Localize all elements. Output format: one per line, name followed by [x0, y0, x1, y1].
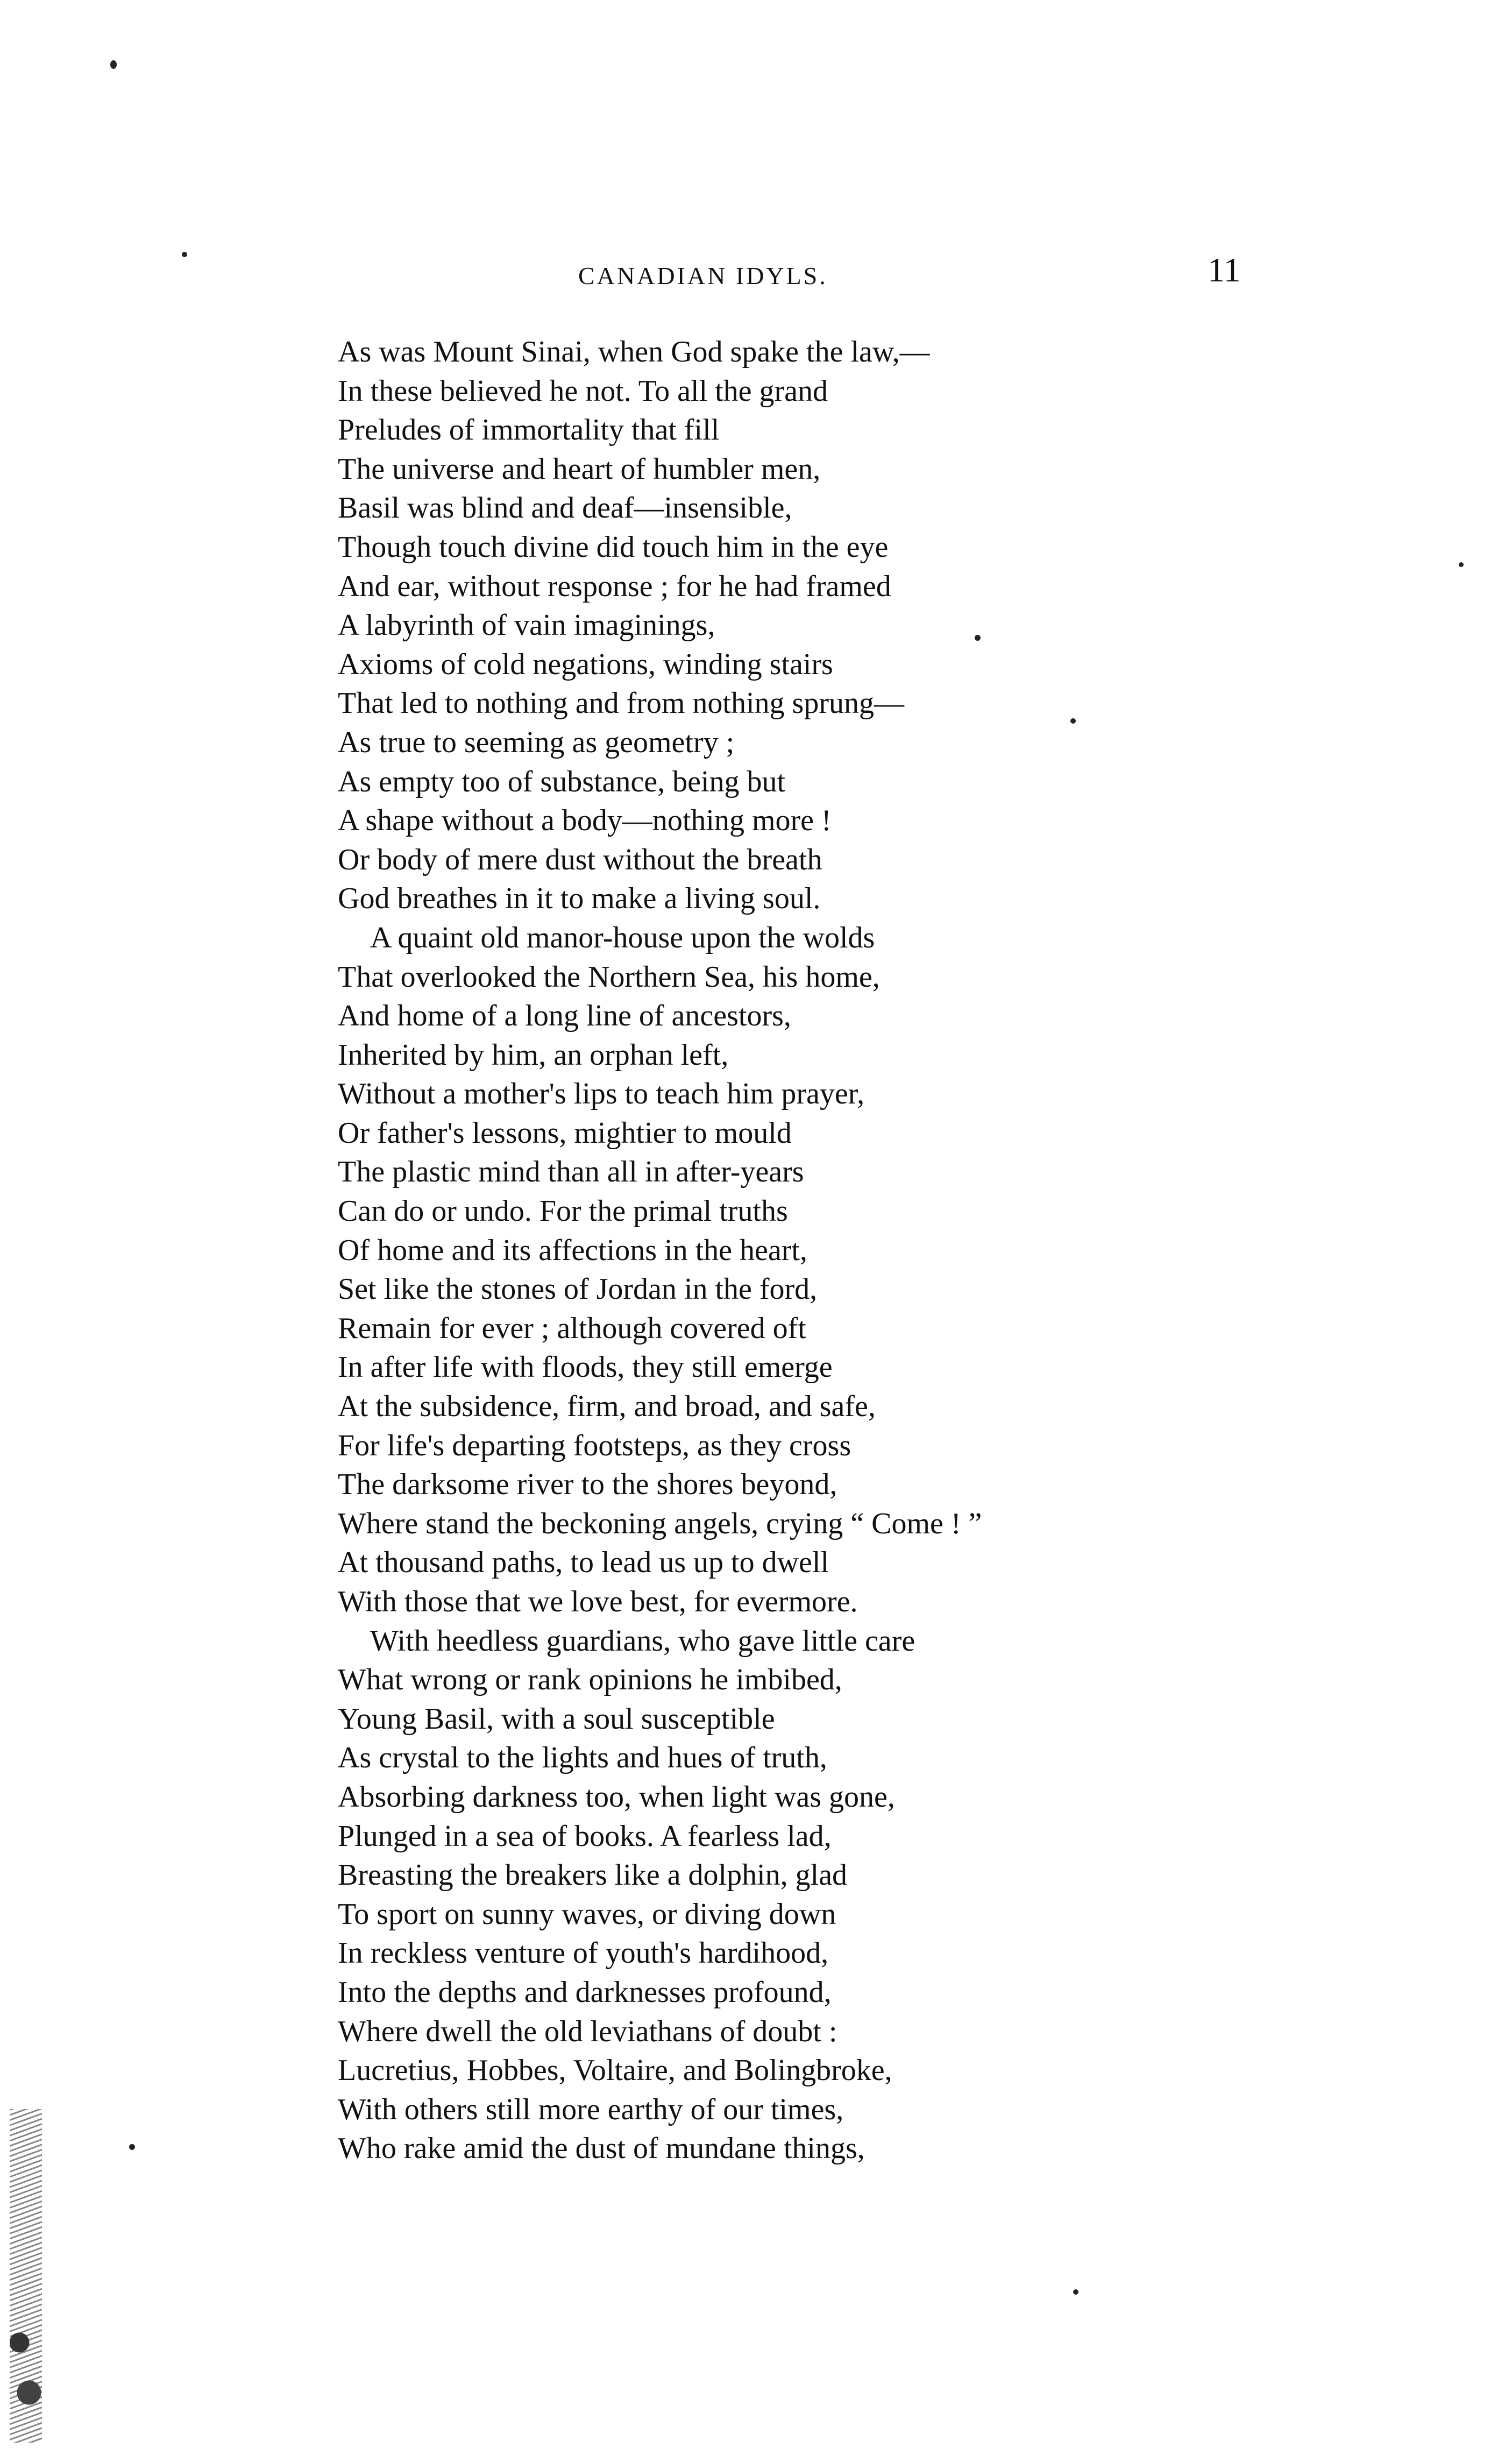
- scan-speck: [975, 635, 981, 641]
- poem-line: Axioms of cold negations, winding stairs: [338, 647, 833, 681]
- poem-line: And home of a long line of ancestors,: [338, 999, 791, 1033]
- poem-line: Absorbing darkness too, when light was gone,: [338, 1780, 895, 1814]
- poem-line: With others still more earthy of our times,: [338, 2092, 844, 2126]
- poem-text: [338, 332, 1198, 2168]
- running-head: CANADIAN IDYLS.: [578, 262, 828, 289]
- poem-line: Plunged in a sea of books. A fearless lad,: [338, 1819, 832, 1853]
- poem-line: For life's departing footsteps, as they cross: [338, 1428, 851, 1462]
- scan-speck: [182, 252, 187, 257]
- poem-line: Set like the stones of Jordan in the ford,: [338, 1272, 818, 1306]
- poem-line: As empty too of substance, being but: [338, 765, 786, 798]
- poem-line: Breasting the breakers like a dolphin, glad: [338, 1858, 848, 1892]
- scan-speck: [1459, 562, 1464, 567]
- poem-line: At thousand paths, to lead us up to dwell: [338, 1546, 829, 1580]
- poem-line: As was Mount Sinai, when God spake the law,—: [338, 335, 930, 369]
- poem-line: The darksome river to the shores beyond,: [338, 1468, 837, 1502]
- poem-line: With those that we love best, for evermore.: [338, 1585, 858, 1618]
- poem-line: That led to nothing and from nothing sprung—: [338, 687, 904, 720]
- poem-line: At the subsidence, firm, and broad, and safe,: [338, 1390, 876, 1424]
- poem-line: To sport on sunny waves, or diving down: [338, 1897, 836, 1931]
- poem-line: Into the depths and darknesses profound,: [338, 1975, 832, 2009]
- scan-speck: [129, 2144, 135, 2150]
- poem-line: A shape without a body—nothing more !: [338, 804, 832, 838]
- poem-line: Lucretius, Hobbes, Voltaire, and Bolingbroke,: [338, 2054, 892, 2088]
- poem-line: What wrong or rank opinions he imbibed,: [338, 1663, 842, 1697]
- poem-line: Young Basil, with a soul susceptible: [338, 1702, 775, 1736]
- poem-line: Without a mother's lips to teach him prayer,: [338, 1077, 865, 1111]
- poem-line: As true to seeming as geometry ;: [338, 725, 735, 759]
- poem-line: Preludes of immortality that fill: [338, 413, 720, 447]
- poem-line: As crystal to the lights and hues of truth,: [338, 1741, 827, 1775]
- poem-line: Can do or undo. For the primal truths: [338, 1194, 788, 1228]
- poem-line: Where stand the beckoning angels, crying “ Come ! ”: [338, 1506, 982, 1540]
- poem-line: Of home and its affections in the heart,: [338, 1233, 807, 1267]
- poem-line: In after life with floods, they still emerge: [338, 1350, 833, 1384]
- scan-edge-noise: [10, 2109, 42, 2443]
- poem-line: A labyrinth of vain imaginings,: [338, 609, 715, 642]
- poem-line: In these believed he not. To all the grand: [338, 374, 828, 408]
- poem-line: That overlooked the Northern Sea, his home,: [338, 960, 880, 994]
- poem-line: The universe and heart of humbler men,: [338, 452, 821, 486]
- scan-speck: [110, 60, 117, 69]
- scan-speck: [1070, 718, 1076, 724]
- poem-line: Where dwell the old leviathans of doubt :: [338, 2014, 837, 2048]
- poem-line: A quaint old manor-house upon the wolds: [370, 921, 875, 954]
- poem-line: And ear, without response ; for he had framed: [338, 569, 891, 603]
- page-number: 11: [1208, 251, 1241, 289]
- poem-line: With heedless guardians, who gave little care: [370, 1624, 915, 1658]
- poem-line: Though touch divine did touch him in the eye: [338, 530, 889, 564]
- poem-line: Or father's lessons, mightier to mould: [338, 1116, 792, 1150]
- poem-line: In reckless venture of youth's hardihood,: [338, 1936, 829, 1970]
- poem-line: Who rake amid the dust of mundane things,: [338, 2132, 865, 2166]
- poem-line: Inherited by him, an orphan left,: [338, 1038, 729, 1072]
- poem-line: The plastic mind than all in after-years: [338, 1155, 804, 1189]
- poem-line: Basil was blind and deaf—insensible,: [338, 491, 792, 525]
- poem-line: God breathes in it to make a living soul.: [338, 882, 821, 916]
- poem-line: Remain for ever ; although covered oft: [338, 1311, 806, 1345]
- poem-line: Or body of mere dust without the breath: [338, 843, 822, 876]
- scan-speck: [1073, 2289, 1078, 2295]
